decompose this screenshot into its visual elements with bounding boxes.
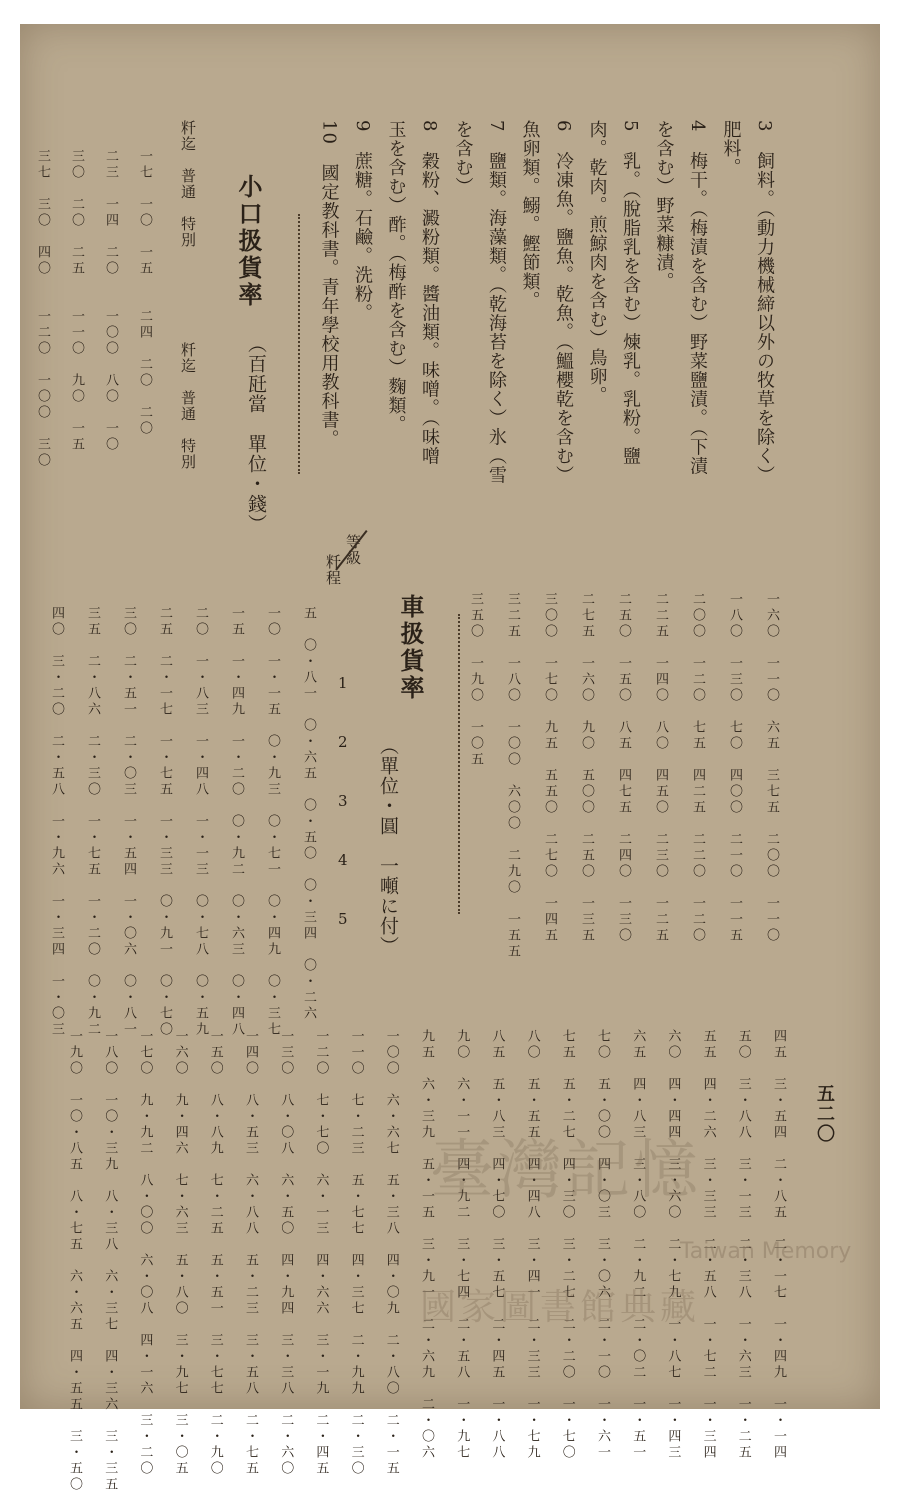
bottom-table-column: 八五 五・八三 四・七〇 三・五七 二・四五 一・八八 [489,1029,505,1461]
watermark-text: 臺灣記憶 [430,1134,702,1208]
body-line: を含む） [452,120,474,196]
koguchi-header-right: 粁迄 普通 特別 [179,342,197,470]
sha-row: 三五 二・八六 二・三〇 一・七五 一・二〇 〇・九二 [85,606,100,1038]
top-table-column: 三二五 一八〇 一〇〇 六〇〇 二九〇 一五五 [505,592,520,960]
koguchi-column: 二三 一四 二〇 一〇〇 八〇 一〇 [103,149,118,453]
top-table-column: 二〇〇 一二〇 七五 四二五 二二〇 一二〇 [690,592,705,944]
sha-row: 一〇 一・一五 〇・九三 〇・七一 〇・四九 〇・三七 [265,606,280,1038]
page [20,24,880,1493]
sha-grade: 5 [338,910,348,928]
body-line: 10 國定教科書。青年學校用教科書。 [318,120,340,449]
body-line: 肥料。 [720,120,742,177]
bottom-table-column: 一五〇 八・八九 七・二五 五・五一 三・七七 二・九〇 [207,1029,223,1477]
sha-grade: 3 [338,792,348,810]
top-table-column: 三〇〇 一七〇 九五 五五〇 二七〇 一四五 [542,592,557,944]
sha-header-grade: 等級 [344,534,362,566]
koguchi-unit: （百瓩當 單位・錢） [245,334,267,534]
bottom-table-column: 一三〇 八・〇八 六・五〇 四・九四 三・三八 二・六〇 [278,1029,294,1477]
bottom-table-column: 一六〇 九・四六 七・六三 五・八〇 三・九七 三・〇五 [172,1029,188,1477]
bottom-table-column: 六〇 四・四四 三・六〇 二・七九 一・八七 一・四三 [665,1029,681,1461]
body-line: 肉。乾肉。煎鯨肉を含む）鳥卵。 [586,120,608,405]
bottom-table-column: 一七〇 九・九二 八・〇〇 六・〇八 四・一六 三・二〇 [137,1029,153,1477]
bottom-table-column: 一八〇 一〇・三九 八・三八 六・三七 四・三六 三・三五 [102,1029,118,1493]
bottom-table-column: 九〇 六・一一 四・九二 三・七四 二・五八 一・九七 [454,1029,470,1461]
body-line: 玉を含む）酢。（梅酢を含む）麴類。 [385,120,407,434]
bottom-table-column: 七五 五・二七 四・三〇 三・二七 二・二〇 一・七〇 [559,1029,575,1461]
koguchi-column: 一七 一〇 一五 二四 二〇 二〇 [137,149,152,437]
body-line: 8 穀粉、澱粉類。醬油類。味噌。（味噌 [419,120,440,466]
sha-row: 三〇 二・五一 二・〇三 一・五四 一・〇六 〇・八一 [121,606,136,1038]
wavy-divider-koguchi [298,214,300,474]
bottom-table-column: 一九〇 一〇・八五 八・七五 六・六五 四・五五 三・五〇 [67,1029,82,1493]
koguchi-column: 三七 三〇 四〇 一二〇 一〇〇 三〇 [35,149,50,469]
sha-grade: 4 [338,851,348,869]
top-table-column: 二七五 一六〇 九〇 五〇〇 二五〇 一三五 [579,592,594,944]
sha-row: 五 〇・八一 〇・六五 〇・五〇 〇・三四 〇・二六 [301,606,316,1022]
sha-unit: （單位・圓 一噸に付） [377,736,399,956]
bottom-table-column: 八〇 五・五五 四・四八 三・四一 二・三三 一・七九 [524,1029,540,1461]
top-table-column: 二二五 一四〇 八〇 四五〇 二三〇 一二五 [653,592,668,944]
body-line: 9 蔗糖。石鹼。洗粉。 [352,120,373,323]
sha-row: 四〇 三・二〇 二・五八 一・九六 一・三四 一・〇三 [49,606,64,1038]
body-line: 6 冷凍魚。鹽魚。乾魚。（鰮櫻乾を含む） [553,120,574,485]
page-number: 五二〇 [814,1084,835,1144]
watermark-library: 國家圖書館典藏 [420,1287,701,1328]
top-table-column: 一八〇 一三〇 七〇 四〇〇 二一〇 一一五 [727,592,742,944]
sha-row: 二五 二・一七 一・七五 一・三三 〇・九一 〇・七〇 [157,606,172,1038]
top-table-column: 二五〇 一五〇 八五 四七五 二四〇 一三〇 [616,592,631,944]
bottom-table-column: 六五 四・八三 三・八〇 二・九二 二・〇二 一・五一 [630,1029,646,1461]
sha-grade: 2 [338,733,348,751]
bottom-table-column: 五五 四・二六 三・三三 二・五八 一・七二 一・三四 [700,1029,716,1461]
bottom-table-column: 一二〇 七・七〇 六・一三 四・六六 三・一九 二・四五 [313,1029,329,1477]
top-table-column: 三五〇 一九〇 一〇五 [468,592,483,768]
bottom-table-column: 一一〇 七・二三 五・七七 四・三七 二・九九 二・三〇 [348,1029,364,1477]
body-line: を含む）野菜糠漬。 [653,120,675,291]
body-line: 5 乳。（脫脂乳を含む）煉乳。乳粉。鹽 [620,120,641,466]
body-line: 3 飼料。（動力機械締以外の牧草を除く） [754,120,775,485]
koguchi-column: 三〇 二〇 二五 一一〇 九〇 一五 [69,149,84,453]
sha-header-km: 粁程 [324,554,342,586]
bottom-table-column: 五〇 三・八八 三・一三 二・三八 一・六三 一・二五 [735,1029,751,1461]
body-line: 魚卵類。鰯。鰹節類。 [519,120,541,310]
sha-row: 一五 一・四九 一・二〇 〇・九二 〇・六三 〇・四八 [229,606,244,1038]
top-table-column: 一六〇 一一〇 六五 三七五 二〇〇 一一〇 [764,592,779,944]
bottom-table-column: 九五 六・三九 五・一五 三・九一 二・六九 二・〇六 [419,1029,434,1461]
koguchi-header-left: 粁迄 普通 特別 [179,120,197,248]
bottom-table-column: 七〇 五・〇〇 四・〇三 三・〇六 二・一〇 一・六一 [595,1029,610,1461]
sha-grade: 1 [338,674,348,692]
bottom-table-column: 一四〇 八・五三 六・八八 五・二三 三・五八 二・七五 [243,1029,258,1477]
wavy-divider [458,614,460,914]
body-line: 4 梅干。（梅漬を含む）野菜鹽漬。（下漬 [687,120,708,476]
watermark-english: Taiwan Memory [680,1239,852,1264]
koguchi-title: 小口扱貨率 [234,174,263,309]
sha-title: 車扱貨率 [396,594,425,702]
sha-row: 二〇 一・八三 一・四八 一・一三 〇・七八 〇・五九 [193,606,208,1038]
bottom-table-column: 四五 三・五四 二・八五 二・一七 一・四九 一・一四 [771,1029,786,1461]
body-line: 7 鹽類。海藻類。（乾海苔を除く）氷（雪 [486,120,507,485]
bottom-table-column: 一〇〇 六・六七 五・三八 四・〇九 二・八〇 二・一五 [383,1029,399,1477]
